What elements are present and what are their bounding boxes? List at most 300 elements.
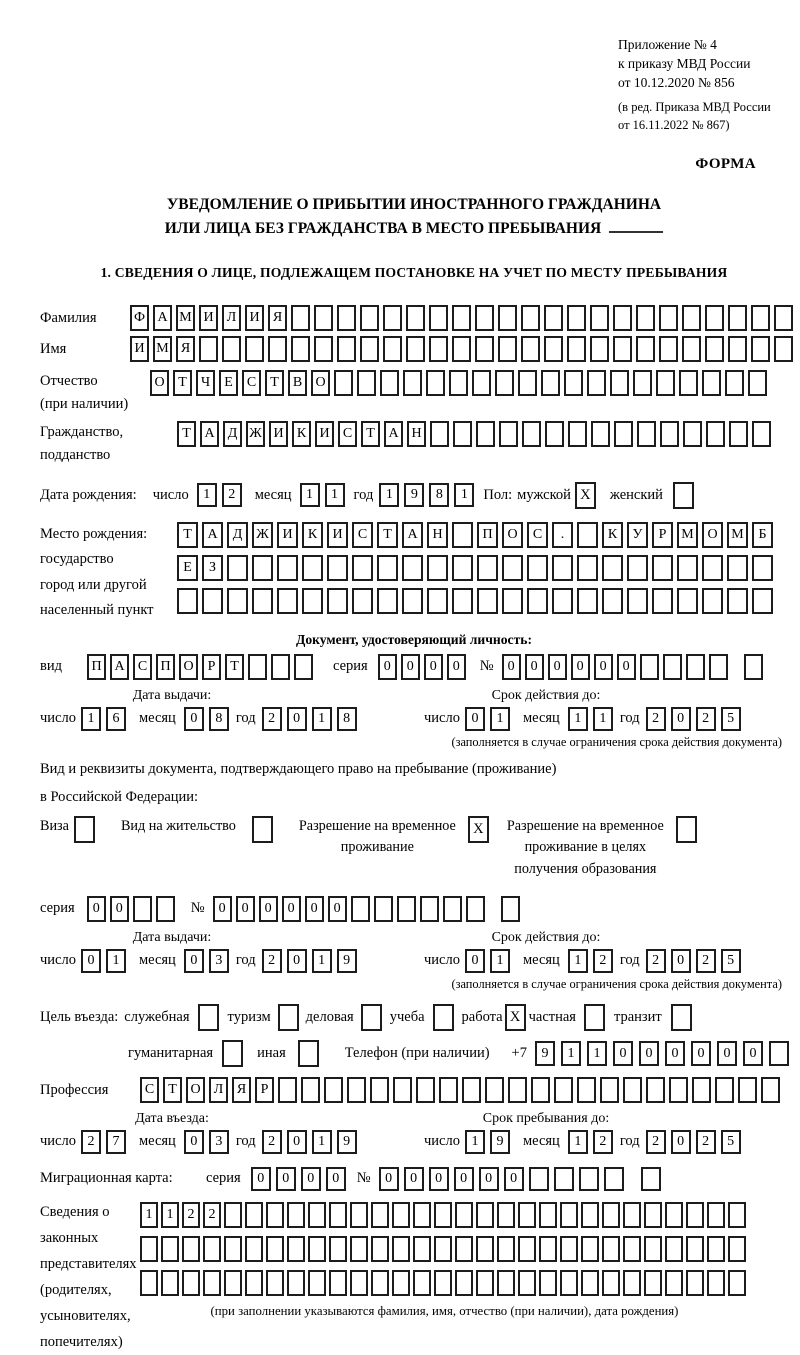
char-cell[interactable] <box>426 370 445 396</box>
char-cell[interactable] <box>560 1236 578 1262</box>
char-cell[interactable] <box>182 1236 200 1262</box>
char-cell[interactable] <box>602 1236 620 1262</box>
char-cell[interactable] <box>502 588 523 614</box>
char-cell[interactable]: 9 <box>490 1130 510 1154</box>
char-cell[interactable]: 5 <box>721 1130 741 1154</box>
char-cell[interactable] <box>663 654 682 680</box>
char-cell[interactable] <box>329 1270 347 1296</box>
char-cell[interactable]: Б <box>752 522 773 548</box>
char-cell[interactable] <box>531 1077 550 1103</box>
char-cell[interactable]: 8 <box>209 707 229 731</box>
char-cell[interactable]: 0 <box>251 1167 271 1191</box>
char-cell[interactable] <box>472 370 491 396</box>
char-cell[interactable] <box>161 1270 179 1296</box>
char-cell[interactable]: 0 <box>717 1041 737 1066</box>
char-cell[interactable] <box>360 305 379 331</box>
char-cell[interactable] <box>623 1270 641 1296</box>
char-cell[interactable]: С <box>242 370 261 396</box>
char-cell[interactable]: 1 <box>140 1202 158 1228</box>
char-cell[interactable]: 3 <box>209 1130 229 1154</box>
char-cell[interactable]: П <box>87 654 106 680</box>
char-cell[interactable] <box>518 1236 536 1262</box>
char-cell[interactable] <box>613 305 632 331</box>
char-cell[interactable] <box>266 1202 284 1228</box>
char-cell[interactable] <box>581 1270 599 1296</box>
char-cell[interactable] <box>686 1236 704 1262</box>
char-cell[interactable] <box>383 336 402 362</box>
char-cell[interactable]: О <box>179 654 198 680</box>
char-cell[interactable] <box>452 588 473 614</box>
char-cell[interactable]: К <box>602 522 623 548</box>
char-cell[interactable] <box>324 1077 343 1103</box>
char-cell[interactable] <box>477 555 498 581</box>
char-cell[interactable] <box>308 1236 326 1262</box>
char-cell[interactable] <box>420 896 439 922</box>
char-cell[interactable]: 2 <box>262 1130 282 1154</box>
char-cell[interactable]: М <box>677 522 698 548</box>
firstname-cells[interactable] <box>130 336 797 362</box>
char-cell[interactable] <box>644 1202 662 1228</box>
char-cell[interactable] <box>522 421 541 447</box>
char-cell[interactable]: 1 <box>312 707 332 731</box>
char-cell[interactable] <box>702 370 721 396</box>
char-cell[interactable] <box>392 1236 410 1262</box>
char-cell[interactable] <box>707 1202 725 1228</box>
char-cell[interactable]: 0 <box>328 896 347 922</box>
education-residence-checkbox[interactable] <box>676 816 697 843</box>
char-cell[interactable]: Я <box>176 336 195 362</box>
char-cell[interactable] <box>527 555 548 581</box>
char-cell[interactable] <box>644 1270 662 1296</box>
permit-expiry-year-cells[interactable] <box>646 949 746 973</box>
char-cell[interactable] <box>314 336 333 362</box>
char-cell[interactable]: С <box>338 421 357 447</box>
char-cell[interactable] <box>182 1270 200 1296</box>
char-cell[interactable]: 2 <box>646 949 666 973</box>
char-cell[interactable]: 0 <box>548 654 567 680</box>
char-cell[interactable] <box>728 1270 746 1296</box>
char-cell[interactable] <box>308 1270 326 1296</box>
surname-cells[interactable] <box>130 305 797 331</box>
char-cell[interactable] <box>495 370 514 396</box>
char-cell[interactable] <box>636 305 655 331</box>
char-cell[interactable] <box>449 370 468 396</box>
char-cell[interactable] <box>641 1167 661 1191</box>
char-cell[interactable] <box>600 1077 619 1103</box>
char-cell[interactable] <box>278 1077 297 1103</box>
char-cell[interactable] <box>769 1041 789 1066</box>
char-cell[interactable] <box>497 1270 515 1296</box>
char-cell[interactable]: 0 <box>378 654 397 680</box>
char-cell[interactable] <box>294 654 313 680</box>
char-cell[interactable]: А <box>153 305 172 331</box>
char-cell[interactable]: Т <box>163 1077 182 1103</box>
char-cell[interactable]: А <box>384 421 403 447</box>
char-cell[interactable]: . <box>552 522 573 548</box>
char-cell[interactable] <box>439 1077 458 1103</box>
char-cell[interactable] <box>560 1202 578 1228</box>
char-cell[interactable] <box>518 1270 536 1296</box>
citizenship-cells[interactable] <box>177 421 775 447</box>
char-cell[interactable] <box>406 305 425 331</box>
char-cell[interactable] <box>327 588 348 614</box>
char-cell[interactable] <box>610 370 629 396</box>
char-cell[interactable] <box>462 1077 481 1103</box>
char-cell[interactable] <box>613 336 632 362</box>
char-cell[interactable] <box>541 370 560 396</box>
char-cell[interactable] <box>705 305 724 331</box>
char-cell[interactable] <box>266 1270 284 1296</box>
char-cell[interactable] <box>502 555 523 581</box>
char-cell[interactable] <box>377 588 398 614</box>
char-cell[interactable] <box>715 1077 734 1103</box>
char-cell[interactable]: 0 <box>465 707 485 731</box>
char-cell[interactable]: 1 <box>81 707 101 731</box>
char-cell[interactable]: Л <box>222 305 241 331</box>
char-cell[interactable] <box>614 421 633 447</box>
stay-year-cells[interactable] <box>646 1130 746 1154</box>
residence-permit-checkbox[interactable] <box>252 816 273 843</box>
char-cell[interactable]: 0 <box>617 654 636 680</box>
char-cell[interactable]: 0 <box>301 1167 321 1191</box>
char-cell[interactable] <box>579 1167 599 1191</box>
char-cell[interactable] <box>602 555 623 581</box>
char-cell[interactable]: 1 <box>568 1130 588 1154</box>
profession-cells[interactable] <box>140 1077 784 1103</box>
char-cell[interactable] <box>434 1270 452 1296</box>
doc-kind-cells[interactable] <box>87 654 317 680</box>
char-cell[interactable]: 2 <box>262 707 282 731</box>
char-cell[interactable] <box>245 1236 263 1262</box>
char-cell[interactable] <box>427 588 448 614</box>
char-cell[interactable] <box>577 1077 596 1103</box>
char-cell[interactable] <box>351 896 370 922</box>
char-cell[interactable] <box>199 336 218 362</box>
char-cell[interactable]: П <box>477 522 498 548</box>
char-cell[interactable] <box>581 1236 599 1262</box>
char-cell[interactable] <box>544 336 563 362</box>
char-cell[interactable] <box>392 1202 410 1228</box>
char-cell[interactable] <box>452 555 473 581</box>
char-cell[interactable] <box>266 1236 284 1262</box>
char-cell[interactable] <box>627 555 648 581</box>
char-cell[interactable] <box>476 1270 494 1296</box>
char-cell[interactable]: 0 <box>401 654 420 680</box>
char-cell[interactable] <box>177 588 198 614</box>
char-cell[interactable] <box>429 336 448 362</box>
char-cell[interactable]: О <box>150 370 169 396</box>
char-cell[interactable]: 2 <box>646 1130 666 1154</box>
doc-expiry-year-cells[interactable] <box>646 707 746 731</box>
char-cell[interactable] <box>544 305 563 331</box>
char-cell[interactable] <box>560 1270 578 1296</box>
char-cell[interactable]: А <box>200 421 219 447</box>
char-cell[interactable] <box>604 1167 624 1191</box>
migration-number-cells[interactable] <box>379 1167 666 1191</box>
char-cell[interactable]: Д <box>223 421 242 447</box>
char-cell[interactable]: 1 <box>568 949 588 973</box>
char-cell[interactable] <box>702 588 723 614</box>
char-cell[interactable] <box>161 1236 179 1262</box>
representatives-row2-cells[interactable] <box>140 1236 749 1262</box>
char-cell[interactable] <box>476 1236 494 1262</box>
char-cell[interactable] <box>224 1202 242 1228</box>
char-cell[interactable] <box>277 555 298 581</box>
permit-issue-day-cells[interactable] <box>81 949 131 973</box>
permit-issue-year-cells[interactable] <box>262 949 362 973</box>
char-cell[interactable] <box>527 588 548 614</box>
char-cell[interactable] <box>140 1270 158 1296</box>
char-cell[interactable] <box>729 421 748 447</box>
char-cell[interactable] <box>590 336 609 362</box>
char-cell[interactable] <box>568 421 587 447</box>
char-cell[interactable]: 5 <box>721 949 741 973</box>
char-cell[interactable] <box>748 370 767 396</box>
birth-month-cells[interactable] <box>300 483 350 507</box>
char-cell[interactable] <box>539 1236 557 1262</box>
char-cell[interactable] <box>413 1236 431 1262</box>
char-cell[interactable] <box>636 336 655 362</box>
permit-series-cells[interactable] <box>87 896 179 922</box>
char-cell[interactable]: И <box>315 421 334 447</box>
char-cell[interactable] <box>545 421 564 447</box>
char-cell[interactable]: 9 <box>535 1041 555 1066</box>
char-cell[interactable]: Ж <box>252 522 273 548</box>
char-cell[interactable]: Я <box>268 305 287 331</box>
char-cell[interactable]: Е <box>219 370 238 396</box>
char-cell[interactable]: Е <box>177 555 198 581</box>
char-cell[interactable]: 0 <box>184 1130 204 1154</box>
char-cell[interactable] <box>203 1236 221 1262</box>
char-cell[interactable] <box>728 336 747 362</box>
char-cell[interactable]: О <box>311 370 330 396</box>
char-cell[interactable]: 1 <box>379 483 399 507</box>
char-cell[interactable] <box>577 588 598 614</box>
char-cell[interactable] <box>501 896 520 922</box>
char-cell[interactable]: Ж <box>246 421 265 447</box>
char-cell[interactable]: 0 <box>259 896 278 922</box>
char-cell[interactable] <box>476 1202 494 1228</box>
char-cell[interactable]: И <box>130 336 149 362</box>
char-cell[interactable]: 2 <box>696 1130 716 1154</box>
doc-issue-month-cells[interactable] <box>184 707 234 731</box>
birth-day-cells[interactable] <box>197 483 247 507</box>
char-cell[interactable] <box>752 588 773 614</box>
char-cell[interactable] <box>327 555 348 581</box>
char-cell[interactable] <box>577 522 598 548</box>
char-cell[interactable] <box>498 305 517 331</box>
char-cell[interactable]: 8 <box>337 707 357 731</box>
char-cell[interactable]: 0 <box>691 1041 711 1066</box>
char-cell[interactable]: Н <box>427 522 448 548</box>
char-cell[interactable]: М <box>153 336 172 362</box>
char-cell[interactable]: 7 <box>106 1130 126 1154</box>
char-cell[interactable]: И <box>245 305 264 331</box>
char-cell[interactable] <box>271 654 290 680</box>
char-cell[interactable] <box>476 421 495 447</box>
char-cell[interactable]: Т <box>177 522 198 548</box>
char-cell[interactable]: К <box>292 421 311 447</box>
char-cell[interactable]: 0 <box>213 896 232 922</box>
char-cell[interactable]: С <box>133 654 152 680</box>
char-cell[interactable]: 0 <box>404 1167 424 1191</box>
char-cell[interactable]: К <box>302 522 323 548</box>
char-cell[interactable]: З <box>202 555 223 581</box>
char-cell[interactable]: 0 <box>379 1167 399 1191</box>
char-cell[interactable] <box>518 1202 536 1228</box>
char-cell[interactable]: 0 <box>87 896 106 922</box>
char-cell[interactable] <box>466 896 485 922</box>
char-cell[interactable]: П <box>156 654 175 680</box>
stay-day-cells[interactable] <box>465 1130 515 1154</box>
char-cell[interactable] <box>314 305 333 331</box>
char-cell[interactable]: 1 <box>465 1130 485 1154</box>
char-cell[interactable] <box>222 336 241 362</box>
char-cell[interactable] <box>452 305 471 331</box>
char-cell[interactable] <box>252 588 273 614</box>
char-cell[interactable] <box>370 1077 389 1103</box>
char-cell[interactable] <box>406 336 425 362</box>
doc-series-cells[interactable] <box>378 654 470 680</box>
char-cell[interactable] <box>403 370 422 396</box>
permit-expiry-month-cells[interactable] <box>568 949 618 973</box>
char-cell[interactable] <box>383 305 402 331</box>
char-cell[interactable] <box>360 336 379 362</box>
char-cell[interactable] <box>709 654 728 680</box>
char-cell[interactable]: 2 <box>81 1130 101 1154</box>
char-cell[interactable] <box>224 1270 242 1296</box>
char-cell[interactable] <box>707 1236 725 1262</box>
char-cell[interactable] <box>430 421 449 447</box>
char-cell[interactable] <box>429 305 448 331</box>
char-cell[interactable]: 0 <box>465 949 485 973</box>
char-cell[interactable]: Т <box>361 421 380 447</box>
char-cell[interactable]: Ч <box>196 370 215 396</box>
char-cell[interactable] <box>633 370 652 396</box>
char-cell[interactable] <box>774 305 793 331</box>
char-cell[interactable] <box>660 421 679 447</box>
char-cell[interactable]: И <box>199 305 218 331</box>
char-cell[interactable] <box>287 1202 305 1228</box>
char-cell[interactable] <box>659 336 678 362</box>
entry-month-cells[interactable] <box>184 1130 234 1154</box>
char-cell[interactable] <box>669 1077 688 1103</box>
char-cell[interactable]: 0 <box>326 1167 346 1191</box>
char-cell[interactable]: Р <box>202 654 221 680</box>
char-cell[interactable]: 5 <box>721 707 741 731</box>
char-cell[interactable] <box>248 654 267 680</box>
char-cell[interactable] <box>665 1236 683 1262</box>
char-cell[interactable] <box>202 588 223 614</box>
char-cell[interactable]: У <box>627 522 648 548</box>
char-cell[interactable]: 1 <box>197 483 217 507</box>
char-cell[interactable] <box>329 1236 347 1262</box>
birth-year-cells[interactable] <box>379 483 479 507</box>
char-cell[interactable] <box>245 1202 263 1228</box>
char-cell[interactable]: 1 <box>106 949 126 973</box>
char-cell[interactable]: Ф <box>130 305 149 331</box>
char-cell[interactable] <box>308 1202 326 1228</box>
char-cell[interactable] <box>567 305 586 331</box>
male-checkbox[interactable]: X <box>575 482 596 509</box>
char-cell[interactable] <box>301 1077 320 1103</box>
char-cell[interactable]: 0 <box>424 654 443 680</box>
char-cell[interactable] <box>498 336 517 362</box>
char-cell[interactable] <box>646 1077 665 1103</box>
char-cell[interactable] <box>637 421 656 447</box>
char-cell[interactable]: Т <box>173 370 192 396</box>
char-cell[interactable] <box>677 555 698 581</box>
doc-issue-day-cells[interactable] <box>81 707 131 731</box>
char-cell[interactable]: 1 <box>593 707 613 731</box>
char-cell[interactable]: 9 <box>337 949 357 973</box>
char-cell[interactable] <box>393 1077 412 1103</box>
char-cell[interactable] <box>245 1270 263 1296</box>
char-cell[interactable]: 0 <box>479 1167 499 1191</box>
char-cell[interactable]: С <box>352 522 373 548</box>
char-cell[interactable]: 2 <box>222 483 242 507</box>
purpose-transit-checkbox[interactable] <box>671 1004 692 1031</box>
char-cell[interactable]: 0 <box>671 1130 691 1154</box>
purpose-official-checkbox[interactable] <box>198 1004 219 1031</box>
char-cell[interactable] <box>751 336 770 362</box>
char-cell[interactable] <box>427 555 448 581</box>
char-cell[interactable]: 8 <box>429 483 449 507</box>
char-cell[interactable] <box>623 1077 642 1103</box>
char-cell[interactable] <box>475 305 494 331</box>
char-cell[interactable]: 1 <box>454 483 474 507</box>
char-cell[interactable] <box>677 588 698 614</box>
visa-checkbox[interactable] <box>74 816 95 843</box>
char-cell[interactable] <box>337 336 356 362</box>
char-cell[interactable] <box>728 1236 746 1262</box>
char-cell[interactable]: 0 <box>639 1041 659 1066</box>
char-cell[interactable] <box>751 305 770 331</box>
char-cell[interactable] <box>683 421 702 447</box>
char-cell[interactable] <box>337 305 356 331</box>
char-cell[interactable] <box>518 370 537 396</box>
doc-expiry-day-cells[interactable] <box>465 707 515 731</box>
char-cell[interactable] <box>590 305 609 331</box>
char-cell[interactable]: 2 <box>696 949 716 973</box>
char-cell[interactable] <box>287 1270 305 1296</box>
char-cell[interactable] <box>554 1077 573 1103</box>
char-cell[interactable]: И <box>277 522 298 548</box>
char-cell[interactable] <box>640 654 659 680</box>
migration-series-cells[interactable] <box>251 1167 351 1191</box>
char-cell[interactable]: 0 <box>454 1167 474 1191</box>
char-cell[interactable] <box>656 370 675 396</box>
char-cell[interactable]: 0 <box>447 654 466 680</box>
char-cell[interactable]: Т <box>225 654 244 680</box>
char-cell[interactable]: 1 <box>312 949 332 973</box>
char-cell[interactable] <box>682 305 701 331</box>
char-cell[interactable]: М <box>176 305 195 331</box>
char-cell[interactable]: 0 <box>287 949 307 973</box>
char-cell[interactable] <box>402 588 423 614</box>
char-cell[interactable]: С <box>527 522 548 548</box>
char-cell[interactable] <box>224 1236 242 1262</box>
char-cell[interactable]: Д <box>227 522 248 548</box>
char-cell[interactable] <box>587 370 606 396</box>
char-cell[interactable]: О <box>186 1077 205 1103</box>
char-cell[interactable]: Я <box>232 1077 251 1103</box>
permit-expiry-day-cells[interactable] <box>465 949 515 973</box>
char-cell[interactable] <box>652 588 673 614</box>
char-cell[interactable] <box>452 522 473 548</box>
char-cell[interactable]: 0 <box>594 654 613 680</box>
char-cell[interactable] <box>499 421 518 447</box>
